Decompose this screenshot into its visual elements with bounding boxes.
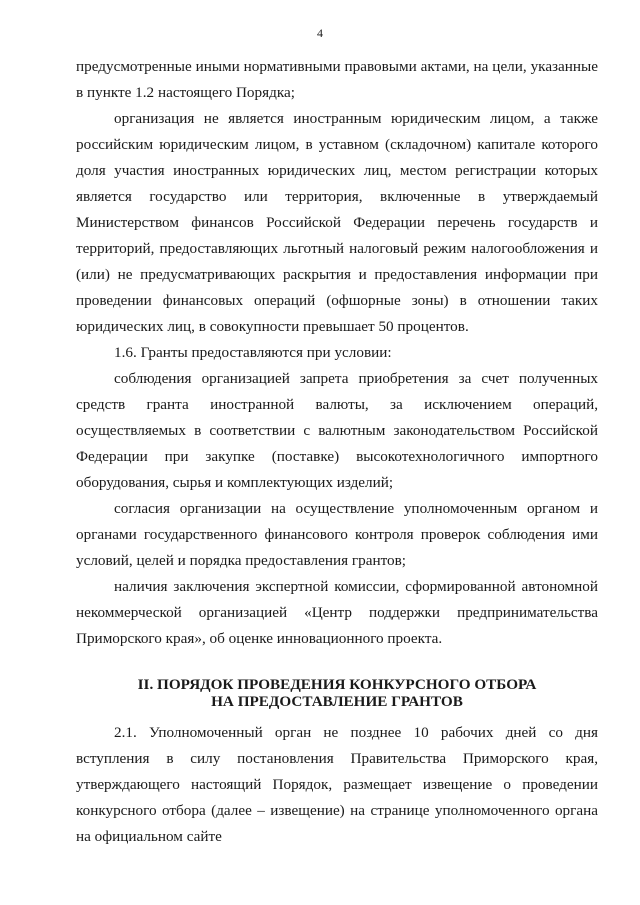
paragraph-1-6: 1.6. Гранты предоставляются при условии: [114, 344, 392, 361]
paragraph-consent-condition: согласия организации на осуществление уполномоченным органом и органами государственного финансового контроля проверок соблюдения ими условий, целей и порядка предоставления грантов; [76, 500, 598, 569]
paragraph-2-1: 2.1. Уполномоченный орган не позднее 10 рабочих дней со дня вступления в силу постановления Правительства Приморского края, утверждающего настоящий Порядок, размещает извещение о проведении конкурсного отбора (далее – извещение) на странице уполномоченного органа на официальном сайте [76, 724, 598, 845]
section-heading-line2: НА ПРЕДОСТАВЛЕНИЕ ГРАНТОВ [211, 693, 463, 710]
section-heading-line1: II. ПОРЯДОК ПРОВЕДЕНИЯ КОНКУРСНОГО ОТБОРА [137, 676, 537, 693]
page-number: 4 [317, 26, 323, 40]
paragraph-currency-condition: соблюдения организацией запрета приобретения за счет полученных средств гранта иностранной валюты, за исключением операций, осуществляемых в соответствии с валютным законодательством Российской Федерации при закупке (поставке) высокотехнологичного импортного оборудования, сырья и комплектующих изделий; [76, 370, 598, 491]
paragraph-continuation: предусмотренные иными нормативными правовыми актами, на цели, указанные в пункте 1.2 настоящего Порядка; [76, 58, 598, 101]
document-body [76, 54, 598, 850]
section-heading [76, 676, 598, 710]
paragraph-expert-condition: наличия заключения экспертной комиссии, сформированной автономной некоммерческой организацией «Центр поддержки предпринимательства Приморского края», об оценке инновационного проекта. [76, 578, 598, 647]
paragraph-foreign-entity: организация не является иностранным юридическим лицом, а также российским юридическим лицом, в уставном (складочном) капитале которого доля участия иностранных юридических лиц, местом регистрации которых является государство или территория, включенные в утверждаемый Министерством финансов Российской Федерации перечень государств и территорий, предоставляющих льготный налоговый режим налогообложения и (или) не предусматривающих раскрытия и предоставления информации при проведении финансовых операций (офшорные зоны) в отношении таких юридических лиц, в совокупности превышает 50 процентов. [76, 110, 598, 335]
